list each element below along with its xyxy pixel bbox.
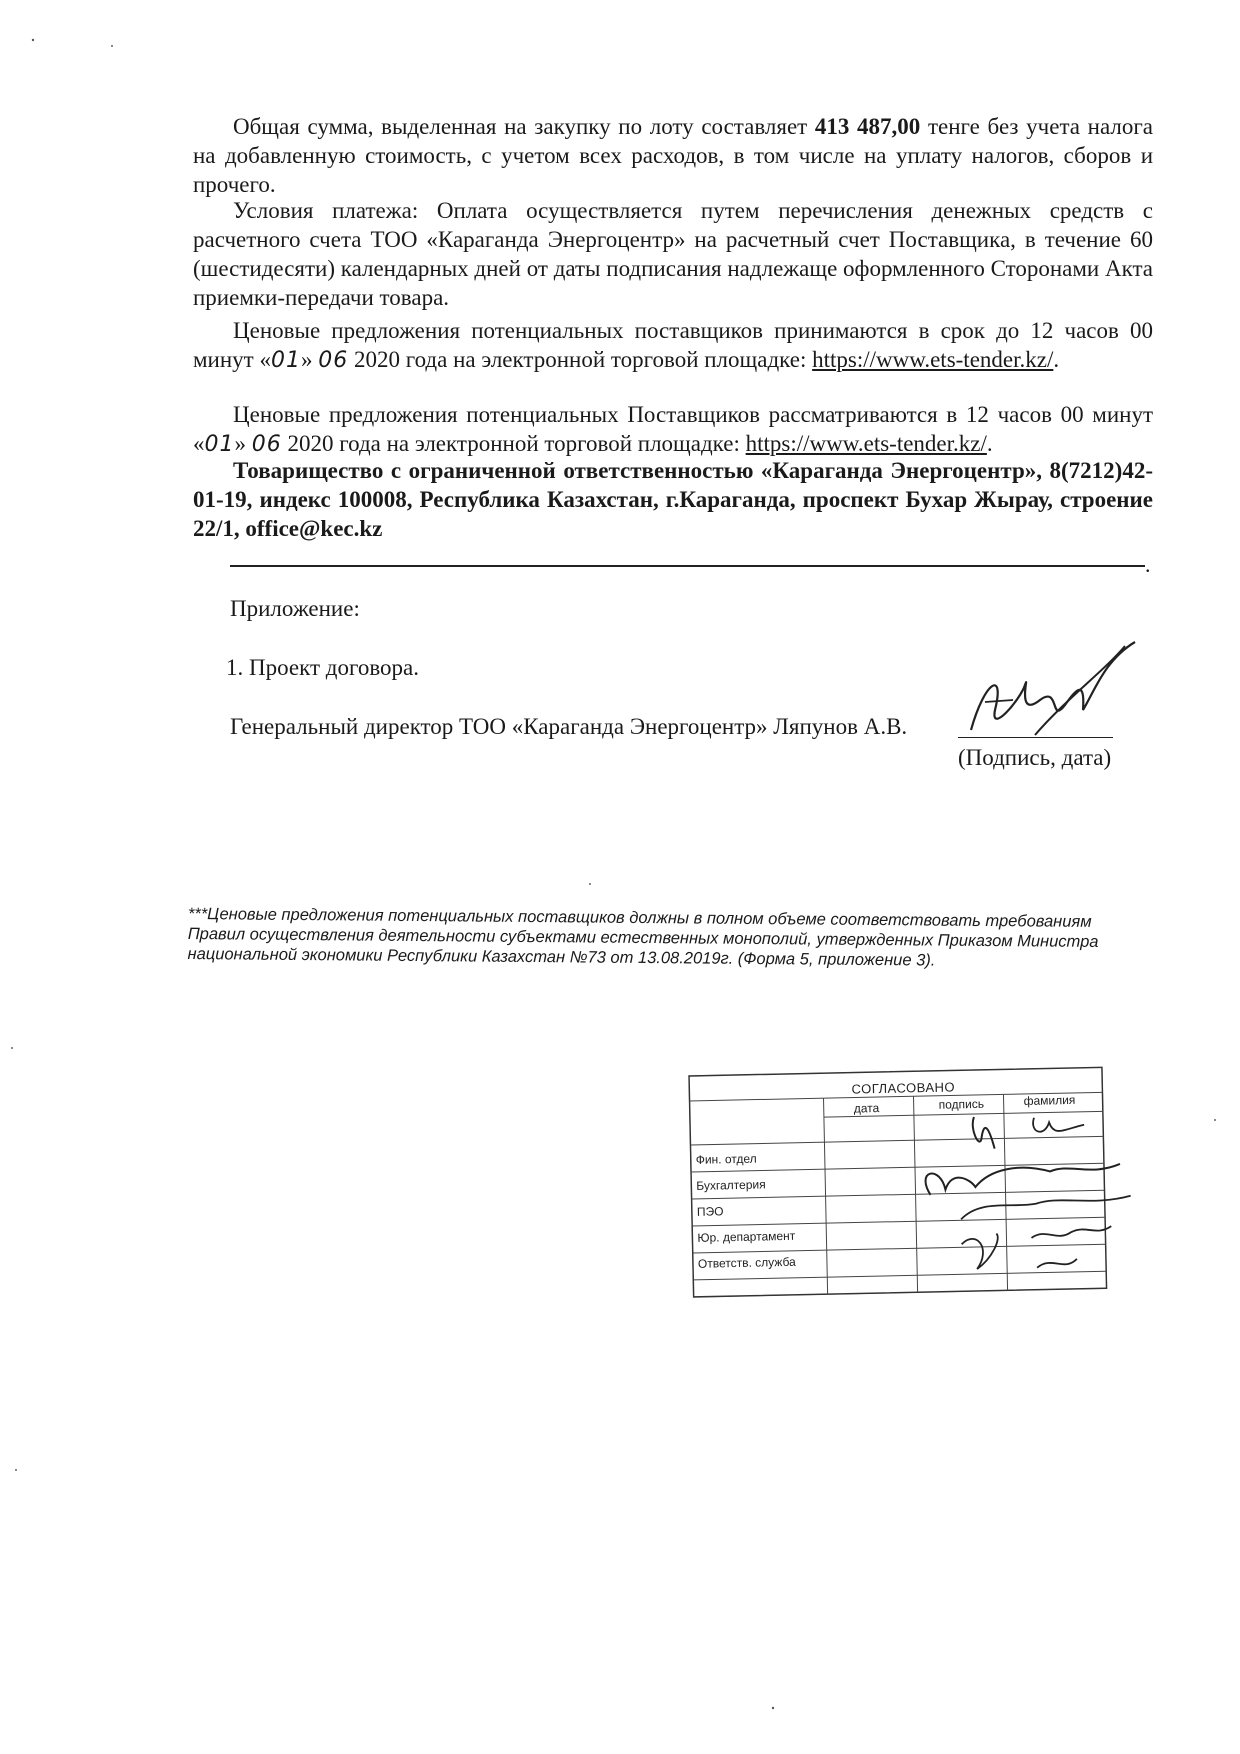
handwritten-day: 01 <box>204 432 235 457</box>
paragraph-review-time: Ценовые предложения потенциальных Поставщиков рассматриваются в 12 часов 00 минут «01» 06 2020 года на электронной торговой площадке: https://www.ets-tender.kz/. <box>193 402 1153 457</box>
stamp-row-accounting: Бухгалтерия <box>696 1177 766 1193</box>
stamp-row-legal: Юр. департамент <box>697 1228 796 1245</box>
stamp-row-finance: Фин. отдел <box>695 1151 757 1167</box>
handwritten-month: 06 <box>318 348 349 373</box>
separator-dot: . <box>1145 552 1151 577</box>
paragraph-total-amount: Общая сумма, выделенная на закупку по лоту составляет 413 487,00 тенге без учета налога на добавленную стоимость, с учетом всех расходов, в том числе на уплату налогов, сборов и прочего. <box>193 114 1153 197</box>
stamp-title: СОГЛАСОВАНО <box>851 1079 956 1097</box>
total-amount: 413 487,00 <box>814 114 921 139</box>
separator-line <box>230 565 1145 567</box>
ets-tender-link[interactable]: https://www.ets-tender.kz/ <box>745 431 987 456</box>
signature-caption: (Подпись, дата) <box>958 745 1112 770</box>
stamp-col-date: дата <box>853 1101 880 1116</box>
stamp-row-responsible: Ответств. служба <box>697 1254 796 1271</box>
footnote: ***Ценовые предложения потенциальных поставщиков должны в полном объеме соответствовать требованиям Правил осуществления деятельности субъектами естественных монополий, утвержденных Приказом Министра национальной экономики Республики Казахстан №73 от 13.08.2019г. (Форма 5, приложение 3). <box>187 904 1099 970</box>
signer-name: Генеральный директор ТОО «Караганда Энергоцентр» Ляпунов А.В. <box>230 714 908 739</box>
stamp-row-peo: ПЭО <box>696 1204 724 1219</box>
approval-stamp <box>688 1066 1108 1298</box>
handwritten-day: 01 <box>270 348 301 373</box>
paragraph-payment-terms: Условия платежа: Оплата осуществляется путем перечисления денежных средств с расчетного счета ТОО «Караганда Энергоцентр» на расчетный счет Поставщика, в течение 60 (шестидесяти) календарных дней от даты подписания надлежаще оформленного Сторонами Акта приемки-передачи товара. <box>193 198 1154 310</box>
appendix-item: 1. Проект договора. <box>226 655 419 680</box>
appendix-label: Приложение: <box>230 596 360 621</box>
stamp-col-surname: фамилия <box>1023 1092 1076 1108</box>
ets-tender-link[interactable]: https://www.ets-tender.kz/ <box>812 347 1054 372</box>
paragraph-submission-deadline: Ценовые предложения потенциальных поставщиков принимаются в срок до 12 часов 00 минут «01» 06 2020 года на электронной торговой площадке: https://www.ets-tender.kz/. <box>193 318 1153 373</box>
handwritten-month: 06 <box>251 432 282 457</box>
director-signature <box>965 640 1140 745</box>
stamp-col-signature: подпись <box>938 1096 985 1112</box>
company-details: Товарищество с ограниченной ответственностью «Караганда Энергоцентр», 8(7212)42-01-19, индекс 100008, Республика Казахстан, г.Караганда, проспект Бухар Жырау, строение 22/1, office@kec.kz <box>193 458 1153 541</box>
